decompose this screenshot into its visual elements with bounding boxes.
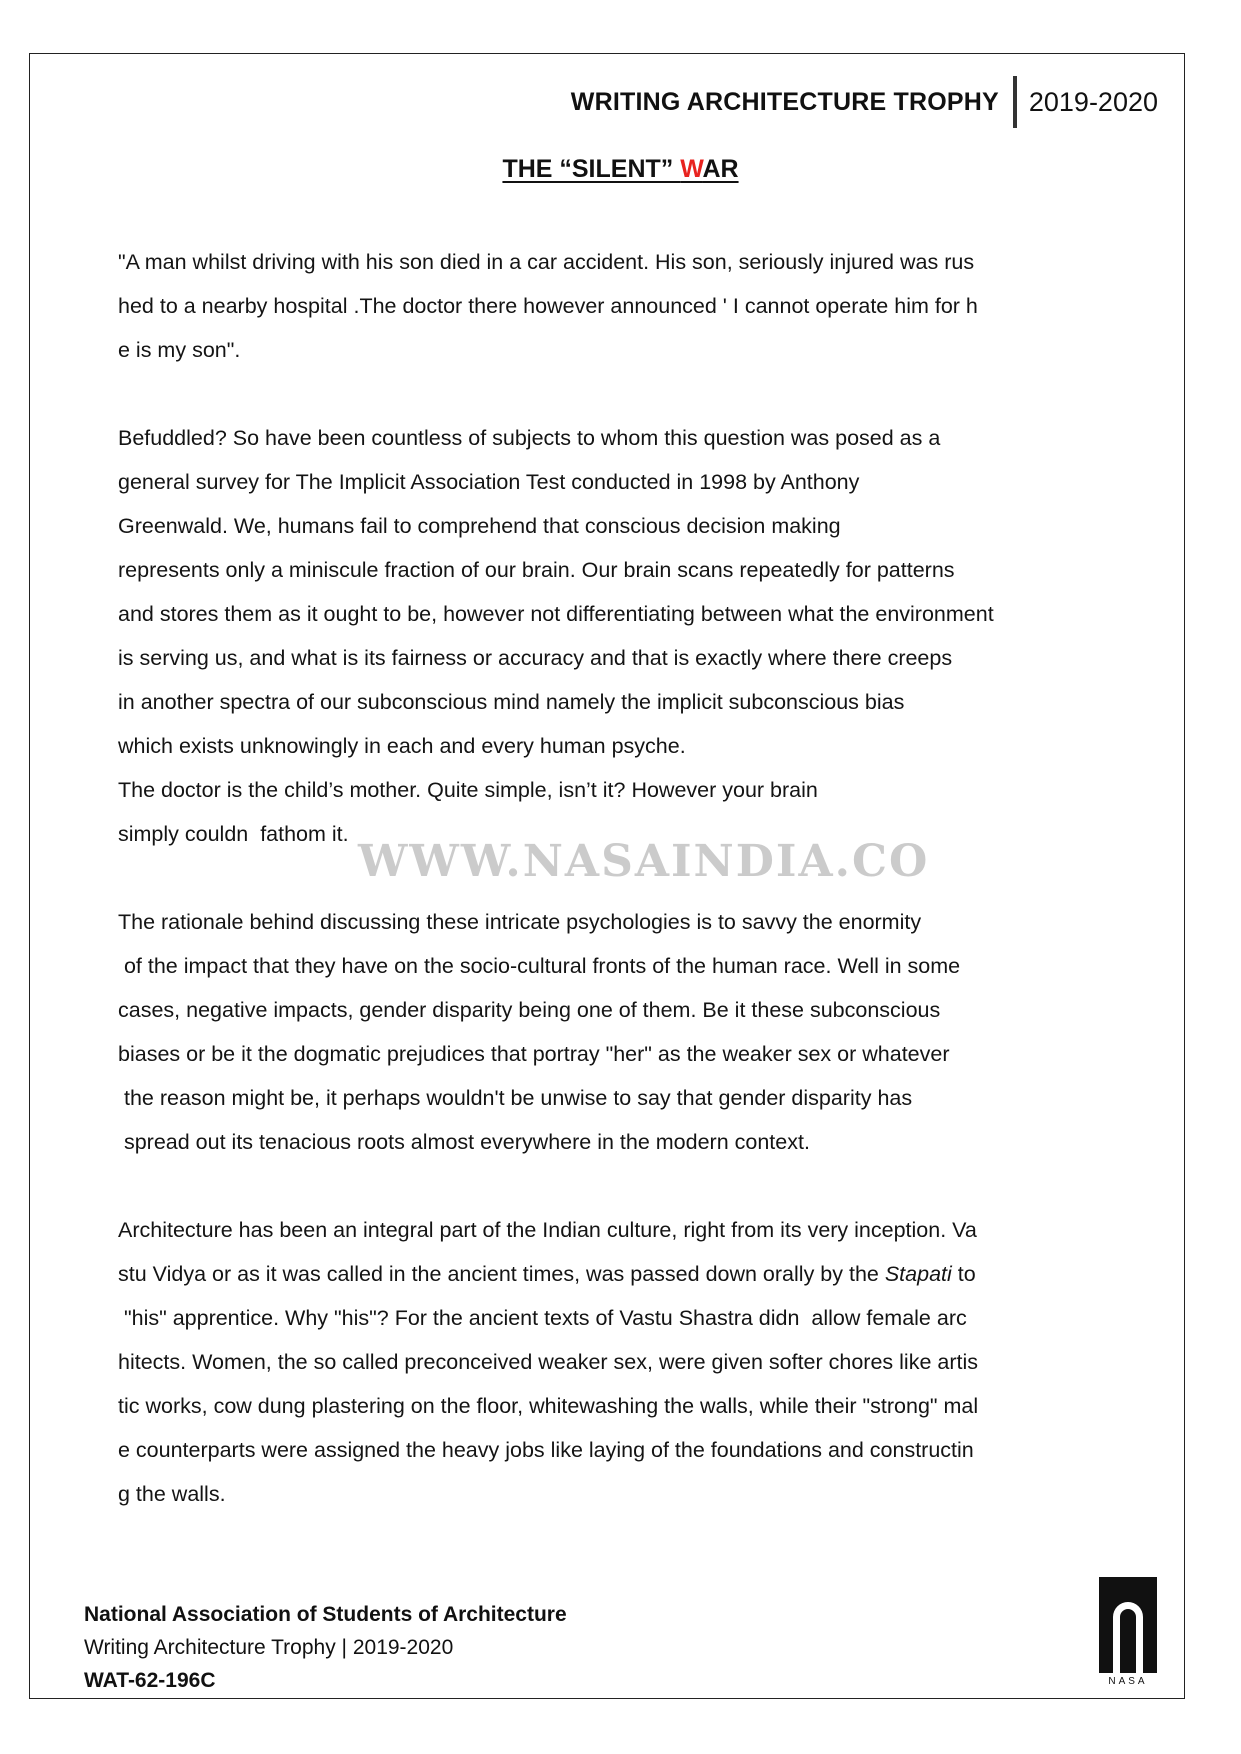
footer-entry-code: WAT-62-196C xyxy=(84,1669,216,1692)
paragraph-line: of the impact that they have on the socio-cultural fronts of the human race. Well in some xyxy=(118,954,961,978)
paragraph-line: Befuddled? So have been countless of subjects to whom this question was posed as a xyxy=(118,426,941,450)
paragraph-line: cases, negative impacts, gender disparity being one of them. Be it these subconscious xyxy=(118,998,941,1022)
header-title: WRITING ARCHITECTURE TROPHY xyxy=(570,87,999,116)
paragraph-line: and stores them as it ought to be, however not differentiating between what the environment xyxy=(118,602,994,626)
paragraph-line: biases or be it the dogmatic prejudices that portray "her" as the weaker sex or whatever xyxy=(118,1042,950,1066)
paragraph-line: hitects. Women, the so called preconceived weaker sex, were given softer chores like artis xyxy=(118,1350,978,1374)
paragraph-line: hed to a nearby hospital .The doctor there however announced ' I cannot operate him for h xyxy=(118,294,978,318)
paragraph-line: represents only a miniscule fraction of our brain. Our brain scans repeatedly for patterns xyxy=(118,558,955,582)
watermark: WWW.NASAINDIA.CO xyxy=(358,836,930,887)
paragraph-line: spread out its tenacious roots almost everywhere in the modern context. xyxy=(118,1130,810,1154)
logo-text: NASA xyxy=(1108,1676,1148,1687)
page-header xyxy=(571,77,1158,127)
page-footer xyxy=(84,1598,567,1697)
paragraph-line: g the walls. xyxy=(118,1482,226,1506)
paragraph-line: simply couldn fathom it. xyxy=(118,822,349,846)
title-part-1: THE “SILENT” xyxy=(502,155,681,183)
nasa-arch-logo-icon xyxy=(1099,1577,1157,1673)
paragraph-line: tic works, cow dung plastering on the floor, whitewashing the walls, while their "strong" mal xyxy=(118,1394,979,1418)
footer-trophy: Writing Architecture Trophy | 2019-2020 xyxy=(84,1636,454,1659)
header-year: 2019-2020 xyxy=(1028,86,1158,117)
paragraph-line: which exists unknowingly in each and every human psyche. xyxy=(118,734,686,758)
paragraph-line: in another spectra of our subconscious mind namely the implicit subconscious bias xyxy=(118,690,905,714)
paragraph-line: "A man whilst driving with his son died in a car accident. His son, seriously injured was rus xyxy=(118,250,975,274)
paragraph-line: the reason might be, it perhaps wouldn't be unwise to say that gender disparity has xyxy=(118,1086,913,1110)
paragraph-line: e is my son". xyxy=(118,338,241,362)
paragraph-line: The rationale behind discussing these intricate psychologies is to savvy the enormity xyxy=(118,910,922,934)
title-part-2: AR xyxy=(702,155,739,183)
paragraph-line: e counterparts were assigned the heavy jobs like laying of the foundations and constructin xyxy=(118,1438,974,1462)
title-red-letter: W xyxy=(680,155,703,183)
essay-title xyxy=(0,155,1241,184)
paragraph-line: Architecture has been an integral part of the Indian culture, right from its very inception. Va xyxy=(118,1218,977,1242)
paragraph-line: stu Vidya or as it was called in the ancient times, was passed down orally by the Stapati to xyxy=(118,1262,976,1286)
paragraph-line: is serving us, and what is its fairness or accuracy and that is exactly where there creeps xyxy=(118,646,953,670)
paragraph-line: Greenwald. We, humans fail to comprehend that conscious decision making xyxy=(118,514,841,538)
paragraph-line: The doctor is the child’s mother. Quite simple, isn’t it? However your brain xyxy=(118,778,818,802)
header-divider xyxy=(1013,76,1017,128)
paragraph-line: "his" apprentice. Why "his"? For the ancient texts of Vastu Shastra didn allow female arc xyxy=(118,1306,967,1330)
footer-organization: National Association of Students of Architecture xyxy=(84,1603,567,1626)
paragraph-line: general survey for The Implicit Association Test conducted in 1998 by Anthony xyxy=(118,470,860,494)
